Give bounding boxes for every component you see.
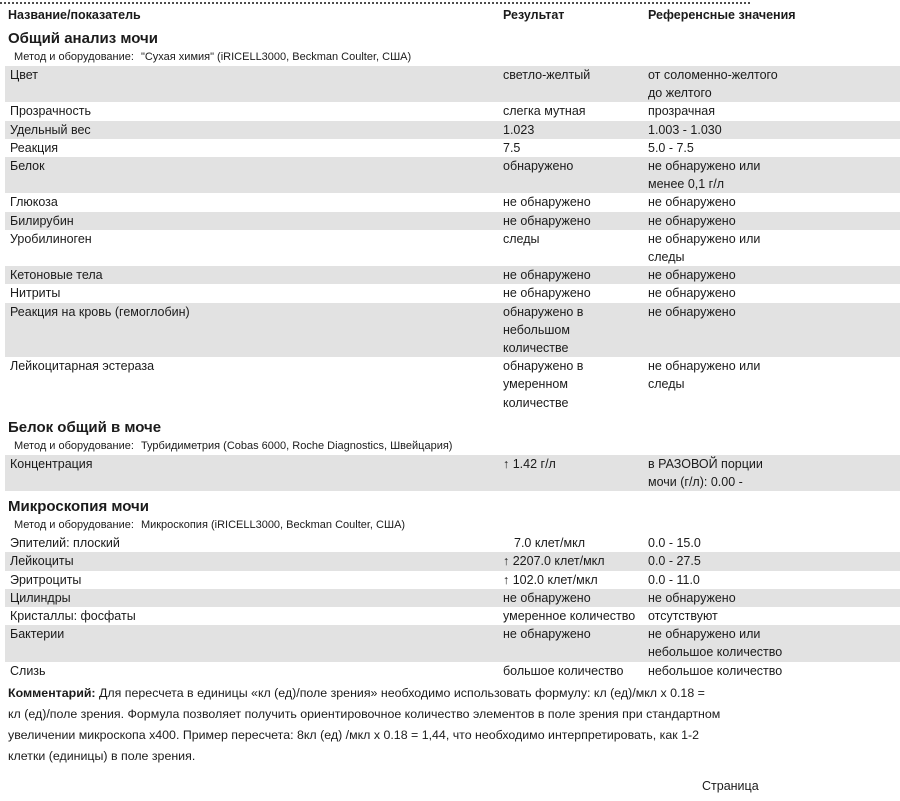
result-cell bbox=[503, 571, 648, 589]
table-row bbox=[5, 66, 900, 102]
result-line: светло-желтый bbox=[503, 68, 591, 82]
result-cell bbox=[503, 455, 648, 491]
result-cell bbox=[503, 139, 648, 157]
result-line: большое количество bbox=[503, 663, 624, 678]
row-name bbox=[5, 66, 503, 102]
reference-cell bbox=[648, 455, 900, 491]
row-name bbox=[5, 662, 503, 680]
reference-cell bbox=[648, 607, 900, 625]
table-row bbox=[5, 266, 900, 284]
row-name-text: Концентрация bbox=[10, 456, 93, 471]
row-name bbox=[5, 102, 503, 120]
row-name bbox=[5, 534, 503, 552]
reference-line: небольшое количество bbox=[648, 645, 783, 660]
row-name-text: Кристаллы: фосфаты bbox=[10, 609, 136, 624]
row-name-text: Нитриты bbox=[10, 286, 61, 301]
table-row bbox=[5, 571, 900, 589]
result-cell bbox=[503, 552, 648, 570]
row-name-text: Уробилиноген bbox=[10, 231, 92, 246]
row-name bbox=[5, 303, 503, 358]
reference-line: не обнаружено или bbox=[648, 159, 761, 174]
result-cell bbox=[503, 102, 648, 120]
method-value: "Сухая химия" (iRICELL3000, Beckman Coulter, США) bbox=[140, 51, 412, 63]
result-cell bbox=[503, 212, 648, 230]
reference-line: от соломенно-желтого bbox=[648, 68, 778, 82]
result-line: ↑ 1.42 г/л bbox=[503, 455, 648, 473]
result-line: обнаружено bbox=[503, 159, 574, 174]
result-line: обнаружено в bbox=[503, 359, 584, 374]
result-line: ↑ 2207.0 клет/мкл bbox=[503, 552, 648, 570]
reference-line: прозрачная bbox=[648, 104, 716, 119]
table-row bbox=[5, 662, 900, 680]
result-line: не обнаружено bbox=[503, 627, 591, 642]
reference-cell bbox=[648, 552, 900, 570]
row-name-text: Глюкоза bbox=[10, 195, 58, 210]
reference-cell bbox=[648, 121, 900, 139]
reference-cell bbox=[648, 212, 900, 230]
row-name-text: Белок bbox=[10, 159, 45, 174]
row-name bbox=[5, 121, 503, 139]
reference-cell bbox=[648, 230, 900, 266]
reference-line: не обнаружено bbox=[648, 195, 736, 210]
reference-line: не обнаружено bbox=[648, 286, 736, 301]
result-line: ↑ 102.0 клет/мкл bbox=[503, 571, 648, 589]
result-line: 1.023 bbox=[503, 122, 535, 137]
arrow-up-icon: ↑ bbox=[503, 456, 510, 471]
table-row bbox=[5, 357, 900, 412]
reference-cell bbox=[648, 303, 900, 358]
table-row bbox=[5, 102, 900, 120]
reference-cell bbox=[648, 625, 900, 661]
arrow-up-icon: ↑ bbox=[503, 572, 510, 587]
row-name-text: Цвет bbox=[10, 68, 39, 82]
reference-cell bbox=[648, 157, 900, 193]
row-name-text: Цилиндры bbox=[10, 590, 71, 605]
comment-label: Комментарий: bbox=[8, 685, 96, 700]
result-cell bbox=[503, 230, 648, 266]
method-label: Метод и оборудование: bbox=[14, 519, 134, 532]
section-title: Общий анализ мочи bbox=[8, 30, 158, 47]
row-name bbox=[5, 552, 503, 570]
result-cell bbox=[503, 534, 648, 552]
section-title: Белок общий в моче bbox=[8, 418, 162, 436]
table-row bbox=[5, 230, 900, 266]
table-row bbox=[5, 284, 900, 302]
reference-cell bbox=[648, 589, 900, 607]
reference-line: до желтого bbox=[648, 86, 712, 101]
result-line: количестве bbox=[503, 341, 569, 356]
reference-line: не обнаружено или bbox=[648, 231, 761, 246]
section-title: Микроскопия мочи bbox=[8, 498, 149, 516]
row-name-text: Эпителий: плоский bbox=[10, 536, 120, 551]
row-name-text: Реакция на кровь (гемоглобин) bbox=[10, 304, 190, 319]
result-line: 7.0 клет/мкл bbox=[514, 536, 585, 551]
table-row bbox=[5, 589, 900, 607]
reference-cell bbox=[648, 102, 900, 120]
row-name bbox=[5, 607, 503, 625]
lab-report-sheet bbox=[0, 2, 900, 767]
reference-cell bbox=[648, 266, 900, 284]
row-name bbox=[5, 139, 503, 157]
result-cell bbox=[503, 303, 648, 358]
table-row bbox=[5, 139, 900, 157]
result-line: 7.5 bbox=[503, 140, 521, 155]
row-name-text: Билирубин bbox=[10, 213, 74, 228]
result-line: умеренном bbox=[503, 377, 568, 392]
arrow-up-icon: ↑ bbox=[503, 554, 510, 569]
result-line: слегка мутная bbox=[503, 104, 586, 119]
reference-line: небольшое количество bbox=[648, 663, 783, 678]
row-name bbox=[5, 589, 503, 607]
row-name bbox=[5, 157, 503, 193]
reference-cell bbox=[648, 193, 900, 211]
reference-line: 0.0 - 27.5 bbox=[648, 554, 701, 569]
result-cell bbox=[503, 157, 648, 193]
row-name-text: Реакция bbox=[10, 140, 59, 155]
result-line: умеренное количество bbox=[503, 609, 636, 624]
row-name bbox=[5, 212, 503, 230]
result-cell bbox=[503, 607, 648, 625]
row-name-text: Кетоновые тела bbox=[10, 268, 103, 283]
row-name bbox=[5, 571, 503, 589]
column-header-result: Результат bbox=[503, 8, 565, 22]
reference-line: не обнаружено bbox=[648, 590, 736, 605]
reference-cell bbox=[648, 284, 900, 302]
column-header-name: Название/показатель bbox=[8, 8, 141, 22]
dotted-separator bbox=[0, 2, 750, 4]
reference-line: 0.0 - 11.0 bbox=[648, 572, 700, 587]
method-label: Метод и оборудование: bbox=[14, 51, 134, 63]
method-value: Турбидиметрия (Cobas 6000, Roche Diagnostics, Швейцария) bbox=[140, 439, 453, 452]
reference-cell bbox=[648, 571, 900, 589]
table-row bbox=[5, 157, 900, 193]
result-cell bbox=[503, 625, 648, 661]
table-row bbox=[5, 552, 900, 570]
section-rows bbox=[0, 455, 900, 491]
result-cell bbox=[503, 121, 648, 139]
table-row bbox=[5, 121, 900, 139]
table-header-row bbox=[5, 8, 900, 23]
result-cell bbox=[503, 66, 648, 102]
reference-line: мочи (г/л): 0.00 - bbox=[648, 475, 743, 490]
result-line: не обнаружено bbox=[503, 268, 591, 283]
result-line: следы bbox=[503, 231, 540, 246]
reference-line: 1.003 - 1.030 bbox=[648, 122, 722, 137]
row-name bbox=[5, 455, 503, 491]
method-line bbox=[14, 440, 900, 453]
reference-line: 0.0 - 15.0 bbox=[648, 536, 701, 551]
reference-line: следы bbox=[648, 377, 685, 392]
method-line bbox=[14, 51, 900, 64]
reference-line: 5.0 - 7.5 bbox=[648, 140, 694, 155]
row-name-text: Прозрачность bbox=[10, 104, 91, 119]
reference-cell bbox=[648, 66, 900, 102]
table-row bbox=[5, 625, 900, 661]
result-line: обнаружено в bbox=[503, 304, 584, 319]
row-name bbox=[5, 230, 503, 266]
result-line: не обнаружено bbox=[503, 590, 591, 605]
result-line: не обнаружено bbox=[503, 195, 591, 210]
reference-line: не обнаружено bbox=[648, 213, 736, 228]
result-line: не обнаружено bbox=[503, 213, 591, 228]
row-name-text: Удельный вес bbox=[10, 122, 91, 137]
row-name bbox=[5, 193, 503, 211]
result-cell bbox=[503, 662, 648, 680]
section-rows bbox=[0, 534, 900, 680]
result-line: количестве bbox=[503, 395, 569, 410]
reference-line: следы bbox=[648, 250, 685, 265]
method-value: Микроскопия (iRICELL3000, Beckman Coulter, США) bbox=[140, 519, 406, 532]
comment-text-line: клетки (единицы) в поле зрения. bbox=[8, 748, 196, 763]
reference-line: не обнаружено или bbox=[648, 359, 761, 374]
reference-line: не обнаружено bbox=[648, 304, 736, 319]
row-name bbox=[5, 357, 503, 412]
method-label: Метод и оборудование: bbox=[14, 439, 134, 452]
reference-line: не обнаружено bbox=[648, 268, 736, 283]
reference-line: не обнаружено или bbox=[648, 627, 761, 642]
reference-cell bbox=[648, 534, 900, 552]
row-name bbox=[5, 625, 503, 661]
comment-text-line: Для пересчета в единицы «кл (ед)/поле зрения» необходимо использовать формулу: кл (ед)/мкл x 0.18 = bbox=[99, 685, 705, 700]
row-name-text: Эритроциты bbox=[10, 572, 82, 587]
row-name bbox=[5, 284, 503, 302]
result-line: не обнаружено bbox=[503, 286, 591, 301]
result-cell bbox=[503, 589, 648, 607]
section-rows bbox=[0, 66, 900, 412]
table-row bbox=[5, 212, 900, 230]
comment-text-line: увеличении микроскопа x400. Пример пересчета: 8кл (ед) /мкл x 0.18 = 1,44, что необходимо интерпретировать, как 1-2 bbox=[8, 727, 699, 742]
table-row bbox=[5, 303, 900, 358]
table-row bbox=[5, 534, 900, 552]
results-table bbox=[0, 30, 900, 680]
result-cell bbox=[503, 357, 648, 412]
reference-cell bbox=[648, 139, 900, 157]
row-name-text: Слизь bbox=[10, 663, 46, 678]
comment-text-line: кл (ед)/поле зрения. Формула позволяет получить ориентировочное количество элементов в поле зрения при стандартном bbox=[8, 706, 721, 721]
result-line: небольшом bbox=[503, 322, 570, 337]
reference-line: менее 0,1 г/л bbox=[648, 177, 725, 192]
row-name bbox=[5, 266, 503, 284]
row-name-text: Лейкоциты bbox=[10, 554, 74, 569]
page-footer-label: Страница bbox=[702, 779, 759, 793]
result-cell bbox=[503, 266, 648, 284]
reference-line: в РАЗОВОЙ порции bbox=[648, 456, 763, 471]
row-name-text: Бактерии bbox=[10, 627, 65, 642]
row-name-text: Лейкоцитарная эстераза bbox=[10, 359, 155, 374]
result-cell bbox=[503, 193, 648, 211]
reference-cell bbox=[648, 357, 900, 412]
result-cell bbox=[503, 284, 648, 302]
comment bbox=[8, 683, 900, 767]
reference-line: отсутствуют bbox=[648, 609, 718, 624]
method-line bbox=[14, 519, 900, 532]
table-row bbox=[5, 455, 900, 491]
table-row bbox=[5, 607, 900, 625]
reference-cell bbox=[648, 662, 900, 680]
column-header-reference: Референсные значения bbox=[648, 8, 796, 22]
table-row bbox=[5, 193, 900, 211]
